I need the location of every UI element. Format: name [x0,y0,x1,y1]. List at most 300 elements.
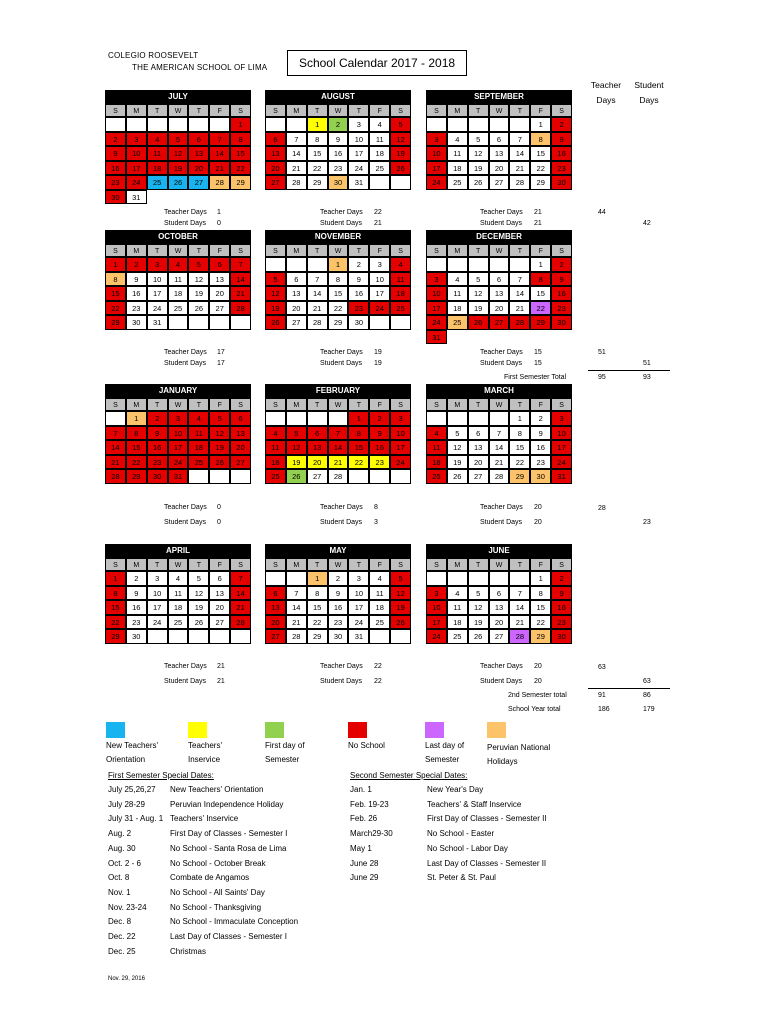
empty-cell [286,257,307,272]
empty-cell [509,117,530,132]
day-cell: 25 [369,161,390,176]
day-cell: 31 [348,629,369,644]
day-cell: 1 [230,117,251,132]
legend-swatch-yellow [188,722,207,738]
empty-cell [209,629,230,644]
empty-cell [489,411,510,426]
weekday-header: F [530,558,551,571]
day-cell: 20 [489,615,510,630]
day-cell: 17 [551,440,572,455]
day-cell: 19 [209,440,230,455]
day-cell: 7 [230,257,251,272]
day-cell: 10 [126,146,147,161]
day-cell: 31 [348,175,369,190]
special-event: New Teachers' Orientation [170,785,264,794]
day-cell: 24 [147,615,168,630]
empty-cell [286,411,307,426]
day-cell: 17 [426,301,447,316]
day-cell: 1 [530,257,551,272]
day-cell: 20 [209,286,230,301]
empty-cell [369,175,390,190]
teacher-days-label: Teacher Days [320,663,363,670]
day-cell: 19 [188,600,209,615]
month-name: FEBRUARY [265,384,411,398]
day-cell: 30 [105,190,126,205]
weekday-header: M [126,244,147,257]
teacher-days-value: 22 [374,663,382,670]
q1-teacher-total: 44 [598,209,606,216]
empty-cell [447,571,468,586]
teacher-days-value: 8 [374,504,378,511]
student-days-value: 20 [534,678,542,685]
day-cell: 6 [489,586,510,601]
day-cell: 20 [489,161,510,176]
day-cell: 1 [307,117,328,132]
day-cell: 7 [328,426,349,441]
weekday-header: F [530,244,551,257]
day-cell: 16 [147,440,168,455]
day-cell: 25 [426,469,447,484]
special-event: First Day of Classes - Semester II [427,814,547,824]
day-cell: 13 [489,600,510,615]
day-cell: 26 [390,161,411,176]
month-name: MARCH [426,384,572,398]
special-date: July 31 - Aug. 1 [108,814,164,824]
day-cell: 25 [390,301,411,316]
month-november [265,230,411,330]
day-cell: 9 [147,426,168,441]
day-cell: 26 [265,315,286,330]
day-cell: 16 [126,600,147,615]
day-cell: 1 [126,411,147,426]
day-cell: 20 [307,455,328,470]
student-days-label: Student Days [164,220,207,227]
weekday-header: W [489,558,510,571]
weekday-header: S [426,398,447,411]
day-cell: 17 [126,161,147,176]
day-cell: 21 [286,161,307,176]
day-cell: 23 [126,301,147,316]
day-cell: 13 [286,286,307,301]
day-cell: 18 [447,161,468,176]
day-cell: 6 [265,586,286,601]
day-cell: 12 [286,440,307,455]
day-cell: 1 [105,257,126,272]
day-cell: 29 [230,175,251,190]
weekday-header: T [307,244,328,257]
school-year-student: 179 [643,706,655,713]
day-cell: 5 [265,272,286,287]
day-cell: 17 [168,440,189,455]
weekday-header: S [230,398,251,411]
empty-cell [509,257,530,272]
first-semester-teacher: 95 [598,374,606,381]
day-cell: 26 [468,629,489,644]
day-cell: 19 [286,455,307,470]
day-cell: 7 [286,132,307,147]
empty-cell [447,257,468,272]
weekday-header: M [126,558,147,571]
student-days-header: Student Days [634,80,664,105]
day-cell: 4 [390,257,411,272]
special-event: Last Day of Classes - Semester II [427,858,547,868]
special-date: Aug. 30 [108,843,136,853]
second-semester-title: Second Semester Special Dates: [350,771,468,780]
empty-cell [328,411,349,426]
legend-swatch-orange [487,722,506,738]
day-cell: 8 [307,586,328,601]
day-cell: 24 [147,301,168,316]
day-cell: 1 [328,257,349,272]
day-cell: 18 [265,455,286,470]
weekday-header: S [105,398,126,411]
weekday-header: F [369,244,390,257]
empty-cell [489,117,510,132]
student-days-label: Student Days [480,678,523,685]
day-cell: 29 [307,629,328,644]
day-cell: 15 [530,146,551,161]
day-cell: 21 [230,286,251,301]
weekday-header: W [328,398,349,411]
day-cell: 1 [348,411,369,426]
school-year-teacher: 186 [598,706,610,713]
empty-cell [509,571,530,586]
empty-cell [447,330,468,345]
teacher-days-label: Teacher Days [320,504,363,511]
q3-student-total: 23 [643,519,651,526]
day-cell: 3 [426,586,447,601]
weekday-header: T [147,104,168,117]
empty-cell [105,117,126,132]
weekday-header: S [265,104,286,117]
day-cell: 7 [509,586,530,601]
day-cell: 16 [530,440,551,455]
day-cell: 21 [307,301,328,316]
day-cell: 26 [286,469,307,484]
weekday-header: T [307,104,328,117]
empty-cell [369,469,390,484]
teacher-days-value: 1 [217,209,221,216]
empty-cell [168,629,189,644]
student-days-label: Student Days [480,220,523,227]
weekday-header: M [126,398,147,411]
day-cell: 14 [230,272,251,287]
day-cell: 14 [307,286,328,301]
weekday-header: T [188,104,209,117]
day-cell: 9 [328,586,349,601]
day-cell: 20 [489,301,510,316]
day-cell: 30 [126,629,147,644]
day-cell: 23 [105,175,126,190]
day-cell: 4 [426,426,447,441]
day-cell: 21 [509,301,530,316]
day-cell: 4 [168,571,189,586]
empty-cell [209,117,230,132]
empty-cell [447,411,468,426]
day-cell: 17 [426,161,447,176]
day-cell: 24 [426,629,447,644]
empty-cell [286,571,307,586]
empty-cell [126,117,147,132]
day-cell: 15 [307,600,328,615]
weekday-header: T [188,558,209,571]
day-cell: 14 [328,440,349,455]
day-cell: 27 [468,469,489,484]
empty-cell [188,190,209,205]
month-march [426,384,572,484]
day-cell: 19 [447,455,468,470]
empty-cell [468,257,489,272]
empty-cell [147,190,168,205]
day-cell: 13 [265,600,286,615]
day-cell: 27 [307,469,328,484]
day-cell: 14 [286,146,307,161]
month-name: JULY [105,90,251,104]
weekday-header: M [447,244,468,257]
day-cell: 22 [328,301,349,316]
weekday-header: M [286,104,307,117]
teacher-days-label: Teacher Days [480,209,523,216]
day-cell: 8 [307,132,328,147]
special-event: Christmas [170,946,207,956]
day-cell: 15 [530,286,551,301]
day-cell: 14 [230,586,251,601]
day-cell: 14 [509,600,530,615]
first-semester-label: First Semester Total [504,374,567,381]
day-cell: 8 [328,272,349,287]
footer-date: Nov. 29, 2016 [108,976,145,982]
day-cell: 9 [551,272,572,287]
legend-label: No School [348,741,385,750]
day-cell: 11 [147,146,168,161]
special-date: Dec. 25 [108,946,136,956]
day-cell: 15 [530,600,551,615]
day-cell: 8 [530,586,551,601]
legend-swatch-green [265,722,284,738]
day-cell: 19 [390,600,411,615]
empty-cell [348,469,369,484]
weekday-header: S [230,104,251,117]
day-cell: 19 [468,161,489,176]
month-name: JUNE [426,544,572,558]
day-cell: 8 [105,272,126,287]
empty-cell [230,629,251,644]
first-semester-student: 93 [643,374,651,381]
day-cell: 22 [348,455,369,470]
day-cell: 12 [265,286,286,301]
day-cell: 5 [390,117,411,132]
page-title: School Calendar 2017 - 2018 [287,50,467,76]
day-cell: 28 [105,469,126,484]
day-cell: 18 [426,455,447,470]
day-cell: 11 [168,586,189,601]
day-cell: 8 [530,272,551,287]
day-cell: 3 [147,571,168,586]
weekday-header: F [209,104,230,117]
weekday-header: S [551,244,572,257]
student-days-label: Student Days [320,220,363,227]
day-cell: 6 [307,426,328,441]
student-days-label: Student Days [164,519,207,526]
weekday-header: T [147,558,168,571]
day-cell: 12 [447,440,468,455]
student-days-label: Student Days [480,360,523,367]
special-event: No School - Thanksgiving [170,902,262,912]
weekday-header: F [369,558,390,571]
month-october [105,230,251,330]
month-april [105,544,251,644]
day-cell: 29 [509,469,530,484]
day-cell: 26 [188,615,209,630]
day-cell: 13 [489,286,510,301]
weekday-header: S [230,558,251,571]
day-cell: 25 [447,629,468,644]
empty-cell [390,469,411,484]
day-cell: 3 [348,117,369,132]
day-cell: 27 [265,629,286,644]
day-cell: 7 [509,272,530,287]
day-cell: 17 [348,146,369,161]
school-year-label: School Year total [508,706,561,713]
empty-cell [468,117,489,132]
day-cell: 28 [489,469,510,484]
day-cell: 27 [489,175,510,190]
day-cell: 18 [447,301,468,316]
weekday-header: T [147,398,168,411]
empty-cell [209,190,230,205]
weekday-header: F [209,398,230,411]
day-cell: 15 [307,146,328,161]
day-cell: 1 [509,411,530,426]
day-cell: 11 [447,146,468,161]
day-cell: 5 [168,132,189,147]
day-cell: 14 [209,146,230,161]
empty-cell [265,117,286,132]
first-semester-title: First Semester Special Dates: [108,771,214,780]
teacher-days-value: 21 [217,663,225,670]
empty-cell [265,411,286,426]
student-days-value: 22 [374,678,382,685]
day-cell: 7 [209,132,230,147]
student-days-value: 15 [534,360,542,367]
weekday-header: S [426,104,447,117]
special-date: July 28-29 [108,799,145,809]
day-cell: 23 [126,615,147,630]
weekday-header: W [168,244,189,257]
day-cell: 9 [551,586,572,601]
q4-teacher-total: 63 [598,664,606,671]
student-days-label: Student Days [320,678,363,685]
special-date: Feb. 19-23 [350,799,389,809]
special-event: No School - Santa Rosa de Lima [170,843,287,853]
day-cell: 25 [147,175,168,190]
day-cell: 24 [369,301,390,316]
day-cell: 14 [509,286,530,301]
day-cell: 3 [390,411,411,426]
day-cell: 26 [468,175,489,190]
day-cell: 18 [447,615,468,630]
day-cell: 22 [307,161,328,176]
special-event: No School - Immaculate Conception [170,917,299,927]
empty-cell [489,571,510,586]
day-cell: 21 [489,455,510,470]
day-cell: 30 [126,315,147,330]
empty-cell [265,257,286,272]
empty-cell [230,315,251,330]
day-cell: 3 [369,257,390,272]
day-cell: 10 [147,272,168,287]
day-cell: 9 [530,426,551,441]
day-cell: 10 [390,426,411,441]
day-cell: 29 [530,175,551,190]
day-cell: 11 [390,272,411,287]
day-cell: 4 [447,132,468,147]
day-cell: 14 [489,440,510,455]
day-cell: 20 [230,440,251,455]
day-cell: 17 [348,600,369,615]
day-cell: 17 [426,615,447,630]
day-cell: 13 [265,146,286,161]
weekday-header: S [390,398,411,411]
day-cell: 3 [168,411,189,426]
student-days-value: 21 [217,678,225,685]
day-cell: 22 [307,615,328,630]
day-cell: 20 [468,455,489,470]
day-cell: 10 [348,132,369,147]
q3-teacher-total: 28 [598,505,606,512]
day-cell: 12 [468,286,489,301]
day-cell: 12 [188,272,209,287]
day-cell: 15 [328,286,349,301]
weekday-header: S [390,104,411,117]
weekday-header: F [209,558,230,571]
legend-swatch-blue [106,722,125,738]
empty-cell [390,175,411,190]
day-cell: 9 [105,146,126,161]
teacher-days-label: Teacher Days [164,349,207,356]
special-date: May 1 [350,843,372,853]
day-cell: 7 [230,571,251,586]
day-cell: 2 [530,411,551,426]
day-cell: 9 [348,272,369,287]
month-name: APRIL [105,544,251,558]
day-cell: 1 [307,571,328,586]
q2-teacher-total: 51 [598,349,606,356]
day-cell: 3 [348,571,369,586]
day-cell: 10 [168,426,189,441]
day-cell: 20 [265,161,286,176]
day-cell: 12 [468,600,489,615]
day-cell: 8 [126,426,147,441]
day-cell: 22 [105,301,126,316]
empty-cell [468,411,489,426]
day-cell: 30 [530,469,551,484]
day-cell: 21 [209,161,230,176]
special-event: No School - October Break [170,858,266,868]
day-cell: 29 [530,315,551,330]
day-cell: 11 [447,286,468,301]
day-cell: 5 [390,571,411,586]
teacher-days-value: 21 [534,209,542,216]
day-cell: 19 [265,301,286,316]
empty-cell [468,571,489,586]
day-cell: 22 [126,455,147,470]
day-cell: 14 [105,440,126,455]
day-cell: 31 [551,469,572,484]
day-cell: 25 [168,301,189,316]
month-december [426,230,572,344]
day-cell: 28 [509,315,530,330]
